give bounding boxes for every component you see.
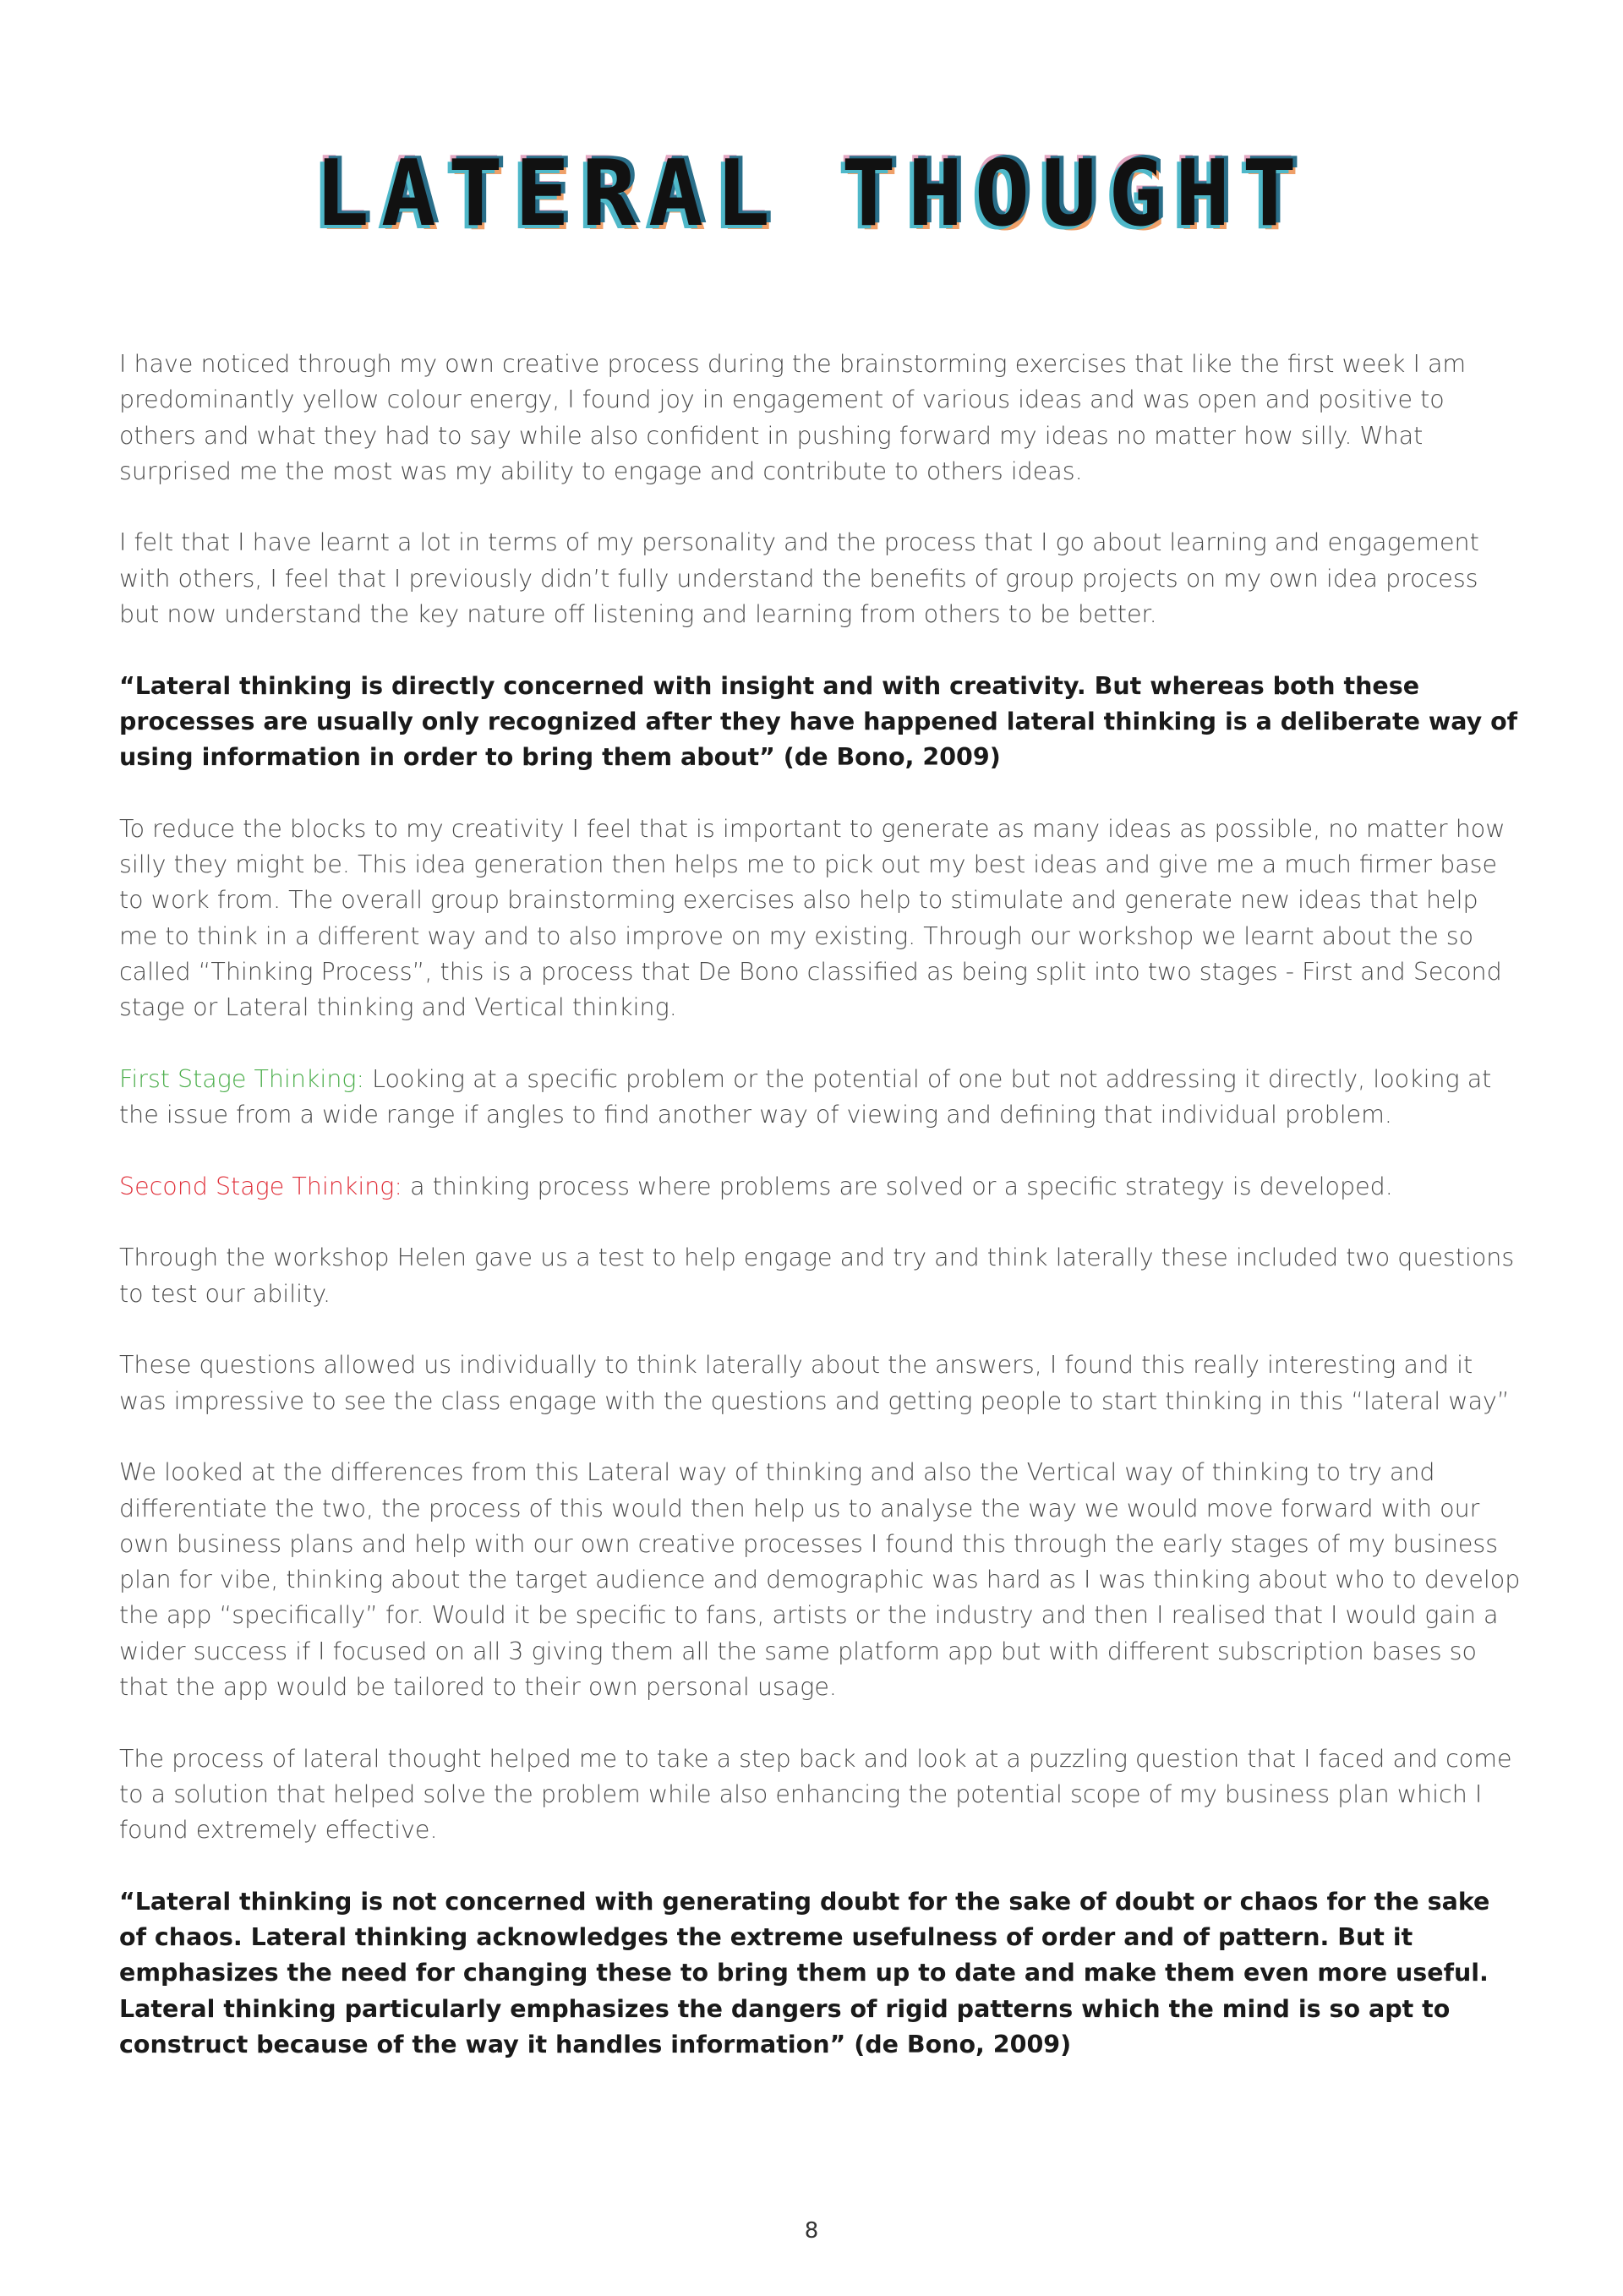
paragraph-yellow-energy: I have noticed through my own creative process during the brainstorming exercises that like the first week I am predominantly yellow colour energy, I found joy in engagement of various ideas and was open and positive to others and what they had to say while also confident in pushing forward my ideas no matter how silly. What surprised me the most was my ability to engage and contribute to others ideas. [119, 350, 1467, 485]
page-number: 8 [804, 2218, 819, 2244]
second-stage-text: a thinking process where problems are solved or a specific strategy is developed. [402, 1172, 1393, 1200]
quote-de-bono-1: “Lateral thinking is directly concerned with insight and with creativity. But whereas both these processes are usually only recognized after they have happened lateral thinking is a deliberate way of using information in order to bring them about” (de Bono, 2009) [119, 671, 1518, 772]
paragraph-personality: I felt that I have learnt a lot in terms of my personality and the process that I go about learning and engagement with others, I feel that I previously didn’t fully understand the benefits of group projects on my own idea process but now understand the key nature off listening and learning from others to be better. [119, 528, 1479, 629]
first-stage-label: First Stage Thinking: [119, 1064, 365, 1093]
paragraph-lateral-process: The process of lateral thought helped me to take a step back and look at a puzzling question that I faced and come to a solution that helped solve the problem while also enhancing the potential scope of my business plan which I found extremely effective. [119, 1744, 1512, 1845]
paragraph-first-stage [119, 1062, 1522, 1134]
second-stage-label: Second Stage Thinking: [119, 1172, 403, 1200]
paragraph-creativity-blocks: To reduce the blocks to my creativity I feel that is important to generate as many ideas as possible, no matter how silly they might be. This idea generation then helps me to pick out my best ideas and give me a much firmer base to work from. The overall group brainstorming exercises also help to stimulate and generate new ideas that help me to think in a different way and to also improve on my existing. Through our workshop we learnt about the so called “Thinking Process”, this is a process that De Bono classified as being split into two stages - First and Second stage or Lateral thinking and Vertical thinking. [119, 814, 1506, 1022]
paragraph-lateral-vertical: We looked at the differences from this Lateral way of thinking and also the Vertical way of thinking to try and differentiate the two, the process of this would then help us to analyse the way we would move forward with our own business plans and help with our own creative processes I found this through the early stages of my business plan for vibe, thinking about the target audience and demographic was hard as I was thinking about who to develop the app “specifically” for. Would it be specific to fans, artists or the industry and then I realised that I would gain a wider success if I focused on all 3 giving them all the same platform app but with different subscription bases so that the app would be tailored to their own personal usage. [119, 1458, 1521, 1701]
body-text [119, 347, 1522, 2099]
paragraph-workshop-test: Through the workshop Helen gave us a test to help engage and try and think laterally these included two questions to test our ability. [119, 1244, 1515, 1308]
title-word-lateral: LATERAL [314, 141, 782, 247]
title-word-thought: THOUGHT [841, 141, 1309, 247]
first-stage-text: Looking at a specific problem or the potential of one but not addressing it directly, looking at the issue from a wide range if angles to find another way of viewing and defining that individual problem. [119, 1064, 1492, 1129]
paragraph-questions: These questions allowed us individually to think laterally about the answers, I found this really interesting and it was impressive to see the class engage with the questions and getting people to start thinking in this “lateral way” [119, 1351, 1510, 1415]
quote-de-bono-2: “Lateral thinking is not concerned with generating doubt for the sake of doubt or chaos for the sake of chaos. Lateral thinking acknowledges the extreme usefulness of order and of pattern. But it emphasizes the need for changing these to bring them up to date and make them even more useful. Lateral thinking particularly emphasizes the dangers of rigid patterns which the mind is so apt to construct because of the way it handles information” (de Bono, 2009) [119, 1887, 1490, 2058]
paragraph-second-stage [119, 1169, 1522, 1205]
page-title [0, 139, 1623, 249]
